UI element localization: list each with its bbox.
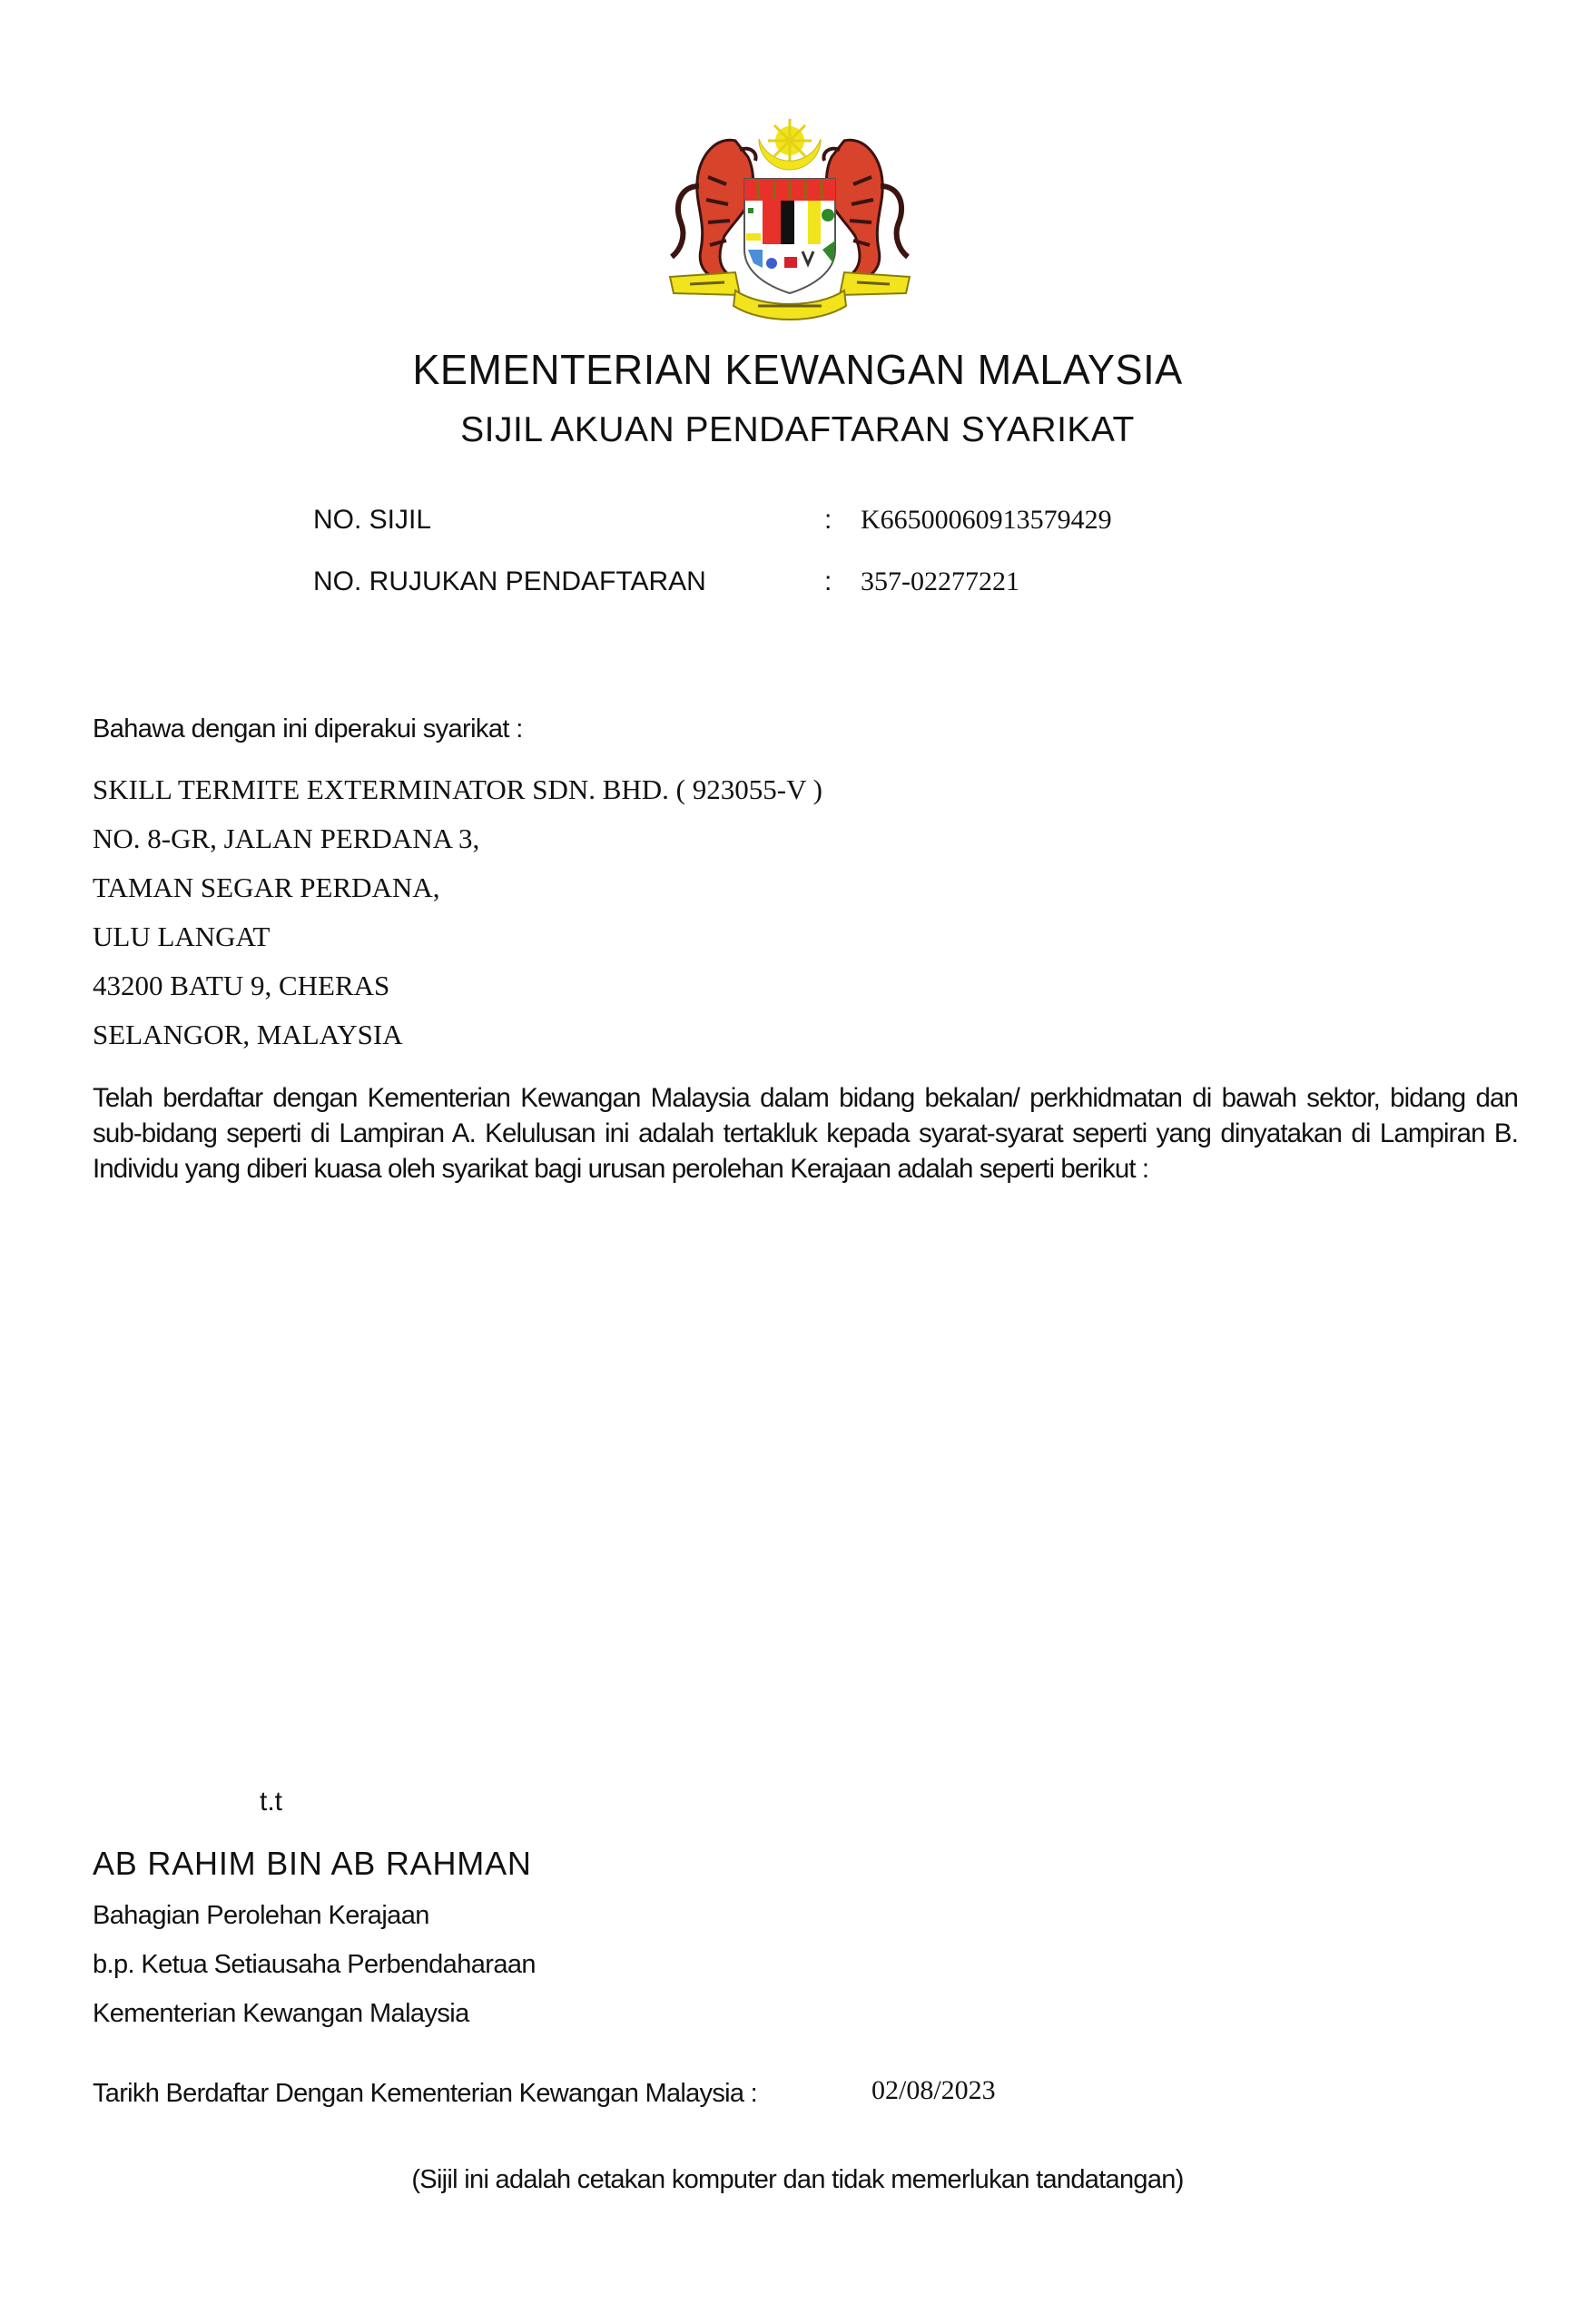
coat-of-arms-emblem	[654, 113, 926, 327]
shield-icon	[744, 179, 835, 293]
address-line: ULU LANGAT	[93, 921, 271, 952]
address-line: NO. 8-GR, JALAN PERDANA 3,	[93, 822, 480, 854]
signatory-department: Bahagian Perolehan Kerajaan	[93, 1901, 429, 1930]
registration-ref-value: 357-02277221	[861, 566, 1019, 596]
registration-ref-label: NO. RUJUKAN PENDAFTARAN	[313, 566, 706, 596]
computer-generated-note: (Sijil ini adalah cetakan komputer dan tidak memerlukan tandatangan)	[411, 2165, 1184, 2194]
ministry-title: KEMENTERIAN KEWANGAN MALAYSIA	[412, 346, 1183, 393]
left-tiger-icon	[672, 140, 756, 279]
certification-intro: Bahawa dengan ini diperakui syarikat :	[93, 714, 523, 743]
star-icon	[768, 119, 812, 162]
address-line: 43200 BATU 9, CHERAS	[93, 970, 390, 1001]
registration-ref-separator: :	[824, 566, 832, 596]
signatory-on-behalf: b.p. Ketua Setiausaha Perbendaharaan	[93, 1950, 536, 1979]
signed-mark: t.t	[260, 1787, 283, 1817]
certificate-no-value: K66500060913579429	[861, 505, 1112, 535]
address-line: SELANGOR, MALAYSIA	[93, 1019, 403, 1050]
registration-date-value: 02/08/2023	[871, 2075, 996, 2105]
registration-statement: Telah berdaftar dengan Kementerian Kewangan Malaysia dalam bidang bekalan/ perkhidmatan di bawah sektor, bidang dan sub-bidang seperti di Lampiran A. Kelulusan ini adalah tertakluk kepada syarat-syarat seperti yang dinyatakan di Lampiran B. Individu yang diberi kuasa oleh syarikat bagi urusan perolehan Kerajaan adalah seperti berikut :	[93, 1083, 1518, 1184]
signatory-name: AB RAHIM BIN AB RAHMAN	[93, 1845, 532, 1882]
address-line: TAMAN SEGAR PERDANA,	[93, 872, 440, 903]
right-tiger-icon	[823, 140, 908, 279]
certificate-no-separator: :	[824, 505, 832, 535]
certificate-title: SIJIL AKUAN PENDAFTARAN SYARIKAT	[460, 410, 1135, 449]
signatory-ministry: Kementerian Kewangan Malaysia	[93, 1999, 469, 2028]
certificate-no-label: NO. SIJIL	[313, 505, 432, 535]
company-name: SKILL TERMITE EXTERMINATOR SDN. BHD. ( 923055-V )	[93, 773, 822, 805]
registration-date-label: Tarikh Berdaftar Dengan Kementerian Kewangan Malaysia :	[93, 2079, 758, 2108]
